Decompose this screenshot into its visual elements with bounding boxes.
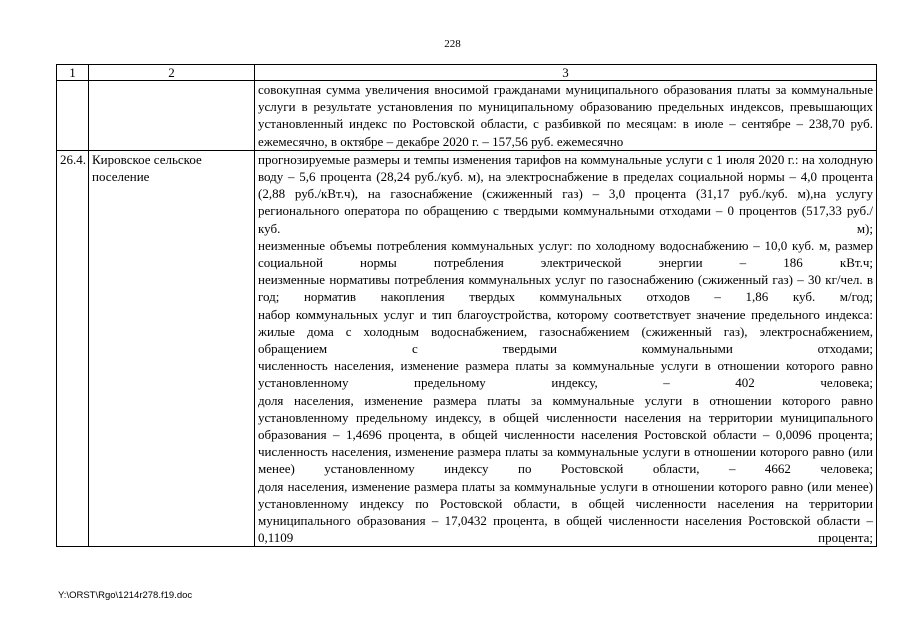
document-table [56,64,877,547]
municipality-name-cell: Кировское сельское поселение [89,150,255,547]
row-number-cell: 26.4. [57,150,89,547]
table-row [57,150,877,547]
column-header-3: 3 [255,65,877,81]
description-paragraph: доля населения, изменение размера платы за коммунальные услуги в отношении которого равно (или менее) установленному индексу по Ростовской области, в общей численности населения на территории муниципального образования – 17,0432 процента, в общей численности населения Ростовской области – 0,1109 процента; [258,478,873,546]
description-paragraph: неизменные объемы потребления коммунальных услуг: по холодному водоснабжению – 10,0 куб. м, размер социальной нормы потребления электрической энергии – 186 кВт.ч; [258,237,873,271]
description-paragraph: неизменные нормативы потребления коммунальных услуг по газоснабжению (сжиженный газ) – 30 кг/чел. в год; норматив накопления твердых коммунальных отходов – 1,86 куб. м/год; [258,272,873,305]
row-number-cell [57,81,89,151]
description-cell [255,81,877,151]
municipality-name-cell [89,81,255,151]
description-paragraph: набор коммунальных услуг и тип благоустройства, которому соответствует значение предельного индекса: жилые дома с холодным водоснабжением, газоснабжением (сжиженный газ), электроснабжением, обращением с твердыми коммунальными отходами; [258,306,873,357]
description-paragraph: численность населения, изменение размера платы за коммунальные услуги в отношении которого равно (или менее) установленному индексу по Ростовской области, – 4662 человека; [258,444,873,477]
description-paragraph: численность населения, изменение размера платы за коммунальные услуги в отношении которого равно установленному предельному индексу, – 402 человека; [258,358,873,391]
description-paragraph: совокупная сумма увеличения вносимой гражданами муниципального образования платы за коммунальные услуги в результате установления по муниципальному образованию предельных индексов, превышающих установленный индекс по Ростовской области, с разбивкой по месяцам: в июле – сентябре – 238,70 руб. ежемесячно, в октябре – декабре 2020 г. – 157,56 руб. ежемесячно [258,82,873,149]
description-cell [255,150,877,547]
description-paragraph: прогнозируемые размеры и темпы изменения тарифов на коммунальные услуги с 1 июля 2020 г.: на холодную воду – 5,6 процента (28,24 руб./куб. м), на электроснабжение в пределах социальной нормы – 4,0 процента (2,88 руб./кВт.ч), на газоснабжение (сжиженный газ) – 3,0 процента (31,17 руб./куб. м),на услугу регионального оператора по обращению с твердыми коммунальными отходами – 0 процентов (517,33 руб./куб. м); [258,151,873,236]
description-paragraph: доля населения, изменение размера платы за коммунальные услуги в отношении которого равно установленному предельному индексу, в общей численности населения на территории муниципального образования – 1,4696 процента, в общей численности населения Ростовской области – 0,0096 процента; [258,392,873,443]
table-header-row [57,65,877,81]
table-row [57,81,877,151]
page-number: 228 [444,38,461,50]
column-header-1: 1 [57,65,89,81]
document-file-path: Y:\ORST\Rgo\1214r278.f19.doc [58,590,193,601]
column-header-2: 2 [89,65,255,81]
